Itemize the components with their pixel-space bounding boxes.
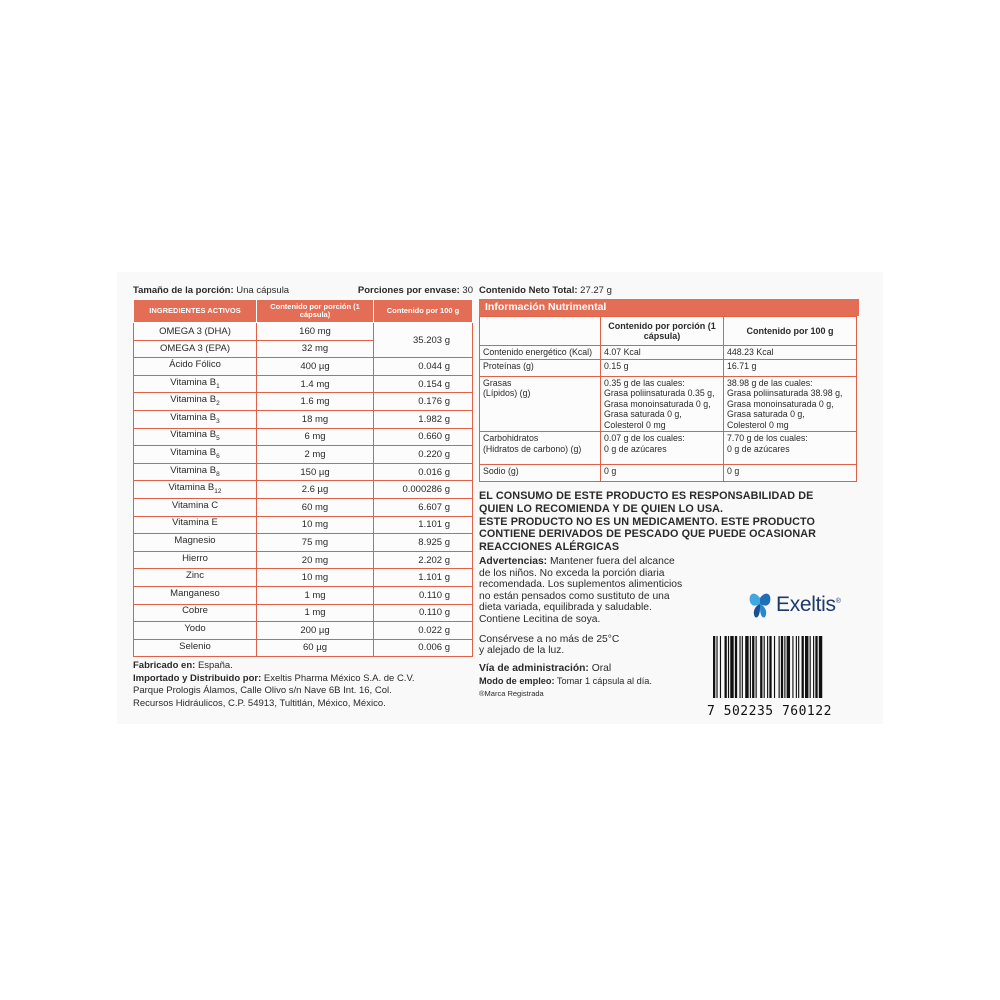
barcode-bars (713, 636, 859, 698)
ingredient-name (134, 428, 257, 446)
serving-line (133, 284, 473, 298)
product-label (117, 272, 883, 724)
ingredient-name (134, 481, 257, 499)
brand-mark: ® (835, 598, 841, 605)
ingredient-portion: 1 mg (257, 604, 374, 622)
barcode-bar (720, 636, 721, 698)
portions-value: 30 (462, 285, 473, 296)
barcode-bar (739, 636, 740, 698)
ingredient-portion: 200 µg (257, 622, 374, 640)
fats-per100-line: Grasa monoinsaturada 0 g, (727, 398, 834, 409)
made-in-value: España. (197, 660, 233, 672)
ingredient-per100: 1.101 g (374, 516, 473, 534)
barcode-bar (813, 636, 814, 698)
barcode-bar (779, 636, 780, 698)
table-row (480, 359, 857, 376)
serving-size-label: Tamaño de la porción: (133, 285, 234, 296)
table-row (134, 534, 473, 552)
ingredient-portion: 10 mg (257, 569, 374, 587)
table-row (480, 376, 857, 432)
ingredient-per100: 0.110 g (374, 604, 473, 622)
importer-line1: Exeltis Pharma México S.A. de C.V. (263, 672, 415, 684)
barcode-bar (796, 636, 797, 698)
table-row (134, 639, 473, 657)
advertencias-line: no están pensados como sustituto de una (479, 590, 670, 602)
ingredient-per100: 0.006 g (374, 639, 473, 657)
ingredient-per100: 0.176 g (374, 393, 473, 411)
barcode-bar (750, 636, 751, 698)
barcode-bar (787, 636, 790, 698)
ingredient-name-text: Vitamina B (170, 376, 217, 388)
ingredient-per100: 0.110 g (374, 586, 473, 604)
warning-line: EL CONSUMO DE ESTE PRODUCTO ES RESPONSABILIDAD DE (479, 490, 814, 502)
ingredient-name (134, 358, 257, 376)
ingredient-name: OMEGA 3 (EPA) (134, 340, 257, 358)
barcode-bar (730, 636, 733, 698)
warning-line: CONTIENE DERIVADOS DE PESCADO QUE PUEDE OCASIONAR (479, 528, 817, 541)
barcode-bar (742, 636, 743, 698)
net-content-label: Contenido Neto Total: (479, 285, 578, 296)
ingredient-subscript: 3 (216, 417, 220, 425)
ingredient-per100: 0.220 g (374, 446, 473, 464)
table-row (134, 516, 473, 534)
barcode-bar (764, 636, 765, 698)
fats-per100 (724, 376, 857, 432)
fats-per100-line: 38.98 g de las cuales: (727, 377, 813, 388)
energy-portion: 4.07 Kcal (601, 346, 724, 360)
ingredient-portion: 10 mg (257, 516, 374, 534)
warning-line: ESTE PRODUCTO NO ES UN MEDICAMENTO. ESTE PRODUCTO (479, 515, 816, 528)
fats-label-line2: (Lípidos) (g) (483, 388, 531, 398)
ingredient-name-text: Zinc (186, 570, 204, 582)
barcode-bar (752, 636, 754, 698)
ingredient-name-text: Yodo (184, 622, 206, 634)
advertencias-line: de los niños. No exceda la porción diaria (479, 567, 665, 579)
sodium-label: Sodio (g) (480, 465, 601, 482)
ingredient-name-text: Vitamina B (170, 464, 217, 476)
ingredient-per100: 0.154 g (374, 375, 473, 393)
barcode-bar (810, 636, 811, 698)
energy-per100: 448.23 Kcal (724, 346, 857, 360)
carbs-portion (601, 432, 724, 465)
barcode-bar (728, 636, 729, 698)
ingredient-subscript: 8 (216, 470, 220, 478)
warning-line: QUIEN LO RECOMIENDA Y DE QUIEN LO USA. (479, 502, 724, 515)
responsibility-warning (479, 490, 851, 554)
ingredient-portion: 18 mg (257, 410, 374, 428)
ingredient-portion: 1.6 mg (257, 393, 374, 411)
ingredient-name (134, 516, 257, 534)
ingredient-name-text: Manganeso (170, 587, 220, 599)
fats-portion (601, 376, 724, 432)
ingredient-name-text: Hierro (182, 552, 208, 564)
table-row (134, 410, 473, 428)
importer-line3: Recursos Hidráulicos, C.P. 54913, Tultitlán, México, México. (133, 698, 386, 710)
barcode-bar (781, 636, 783, 698)
made-in-label: Fabricado en: (133, 660, 196, 672)
table-row (134, 586, 473, 604)
header-portion: Contenido por porción (1 cápsula) (257, 300, 374, 323)
carbs-portion-line: 0 g de azúcares (604, 443, 667, 454)
sodium-per100: 0 g (724, 465, 857, 482)
fats-per100-line: Grasa saturada 0 g, (727, 409, 805, 419)
nutrition-header-blank (480, 317, 601, 346)
advertencias-line: recomendada. Los suplementos alimenticios (479, 579, 683, 591)
left-panel (133, 284, 473, 711)
conservation-line: Consérvese a no más de 25°C (479, 633, 620, 645)
header-ingredients: INGREDIENTES ACTIVOS (134, 300, 257, 323)
barcode-bar (819, 636, 822, 698)
table-row (134, 375, 473, 393)
warning-line: REACCIONES ALÉRGICAS (479, 541, 620, 554)
ingredient-per100: 0.000286 g (374, 481, 473, 499)
ingredient-name-text: Magnesio (174, 534, 216, 546)
barcode-bar (784, 636, 785, 698)
net-content-value: 27.27 g (580, 285, 612, 296)
nutrition-header-row (480, 317, 857, 346)
table-row (134, 428, 473, 446)
barcode-bar (756, 636, 757, 698)
protein-portion: 0.15 g (601, 359, 724, 376)
carbs-portion-line: 0.07 g de los cuales: (604, 433, 685, 443)
barcode-bar (798, 636, 799, 698)
table-row (134, 323, 473, 341)
ingredient-per100: 0.016 g (374, 463, 473, 481)
ingredient-portion: 20 mg (257, 551, 374, 569)
ingredient-portion: 1.4 mg (257, 375, 374, 393)
ingredient-name-text: Vitamina C (171, 499, 219, 511)
barcode-bar (802, 636, 804, 698)
barcode-bar (760, 636, 762, 698)
ingredient-portion: 1 mg (257, 586, 374, 604)
advertencias-first: Mantener fuera del alcance (547, 555, 675, 567)
ingredient-name (134, 375, 257, 393)
butterfly-icon (748, 590, 772, 620)
table-row (134, 622, 473, 640)
table-row (134, 393, 473, 411)
usage-label: Modo de empleo: (479, 675, 555, 686)
ingredient-name-text: Vitamina B (170, 447, 217, 458)
ingredient-name (134, 534, 257, 552)
ingredient-name-text: Vitamina E (172, 517, 218, 529)
ingredient-name-text: Vitamina B (170, 394, 217, 406)
ingredient-portion: 75 mg (257, 534, 374, 552)
ingredient-name-text: Ácido Fólico (169, 359, 221, 371)
table-row (134, 569, 473, 587)
ingredient-per100: 0.044 g (374, 358, 473, 376)
barcode-bar (745, 636, 748, 698)
ingredient-portion: 150 µg (257, 463, 374, 481)
conservation (479, 634, 719, 657)
ingredient-portion: 60 µg (257, 639, 374, 657)
ingredient-subscript: 6 (216, 452, 220, 460)
admin-value: Oral (588, 662, 612, 674)
ingredient-name: OMEGA 3 (DHA) (134, 323, 257, 341)
ingredient-portion: 32 mg (257, 340, 374, 358)
serving-size-value: Una cápsula (236, 285, 290, 296)
carbs-per100 (724, 432, 857, 465)
barcode-bar (725, 636, 727, 698)
brand-name (776, 593, 841, 617)
net-content (479, 284, 859, 298)
importer-line2: Parque Prologis Álamos, Calle Olivo s/n Nave 6B Int. 16, Col. (133, 685, 392, 697)
ingredients-body (134, 323, 473, 657)
ingredient-per100: 35.203 g (374, 323, 473, 358)
ingredient-per100: 8.925 g (374, 534, 473, 552)
barcode-bar (792, 636, 793, 698)
ingredient-name (134, 604, 257, 622)
admin-label: Vía de administración: (479, 662, 589, 674)
table-row (480, 432, 857, 465)
advertencias-label: Advertencias: (479, 555, 548, 567)
ingredient-name-text: Vitamina B (170, 429, 217, 441)
right-panel (479, 284, 859, 719)
table-row (480, 346, 857, 360)
table-row (480, 465, 857, 482)
ingredient-name (134, 463, 257, 481)
fats-per100-line: Colesterol 0 mg (727, 419, 789, 430)
ingredient-name (134, 551, 257, 569)
ingredient-subscript: 12 (214, 488, 222, 496)
usage-value: Tomar 1 cápsula al día. (554, 675, 652, 686)
ingredient-portion: 160 mg (257, 323, 374, 341)
protein-label: Proteínas (g) (480, 359, 601, 376)
barcode (707, 636, 861, 718)
ingredient-name-text: Vitamina B (170, 411, 217, 423)
ingredient-name (134, 639, 257, 657)
barcode-bar (805, 636, 808, 698)
barcode-bar (767, 636, 768, 698)
brand-name-text: Exeltis (776, 593, 836, 616)
nutrition-header-per100: Contenido por 100 g (724, 317, 857, 346)
fats-label (480, 376, 601, 432)
table-row (134, 551, 473, 569)
header-per100: Contenido por 100 g (374, 300, 473, 323)
fats-label-line1: Grasas (483, 377, 512, 388)
table-row (134, 358, 473, 376)
ingredient-per100: 0.660 g (374, 428, 473, 446)
barcode-number: 7 502235 760122 (707, 704, 832, 719)
nutrition-header-portion: Contenido por porción (1 cápsula) (601, 317, 724, 346)
ingredient-subscript: 2 (216, 400, 220, 408)
barcode-bar (774, 636, 775, 698)
importer (133, 673, 473, 686)
ingredient-name (134, 393, 257, 411)
carbs-label (480, 432, 601, 465)
fats-portion-line: Grasa monoinsaturada 0 g, (604, 398, 711, 409)
ingredient-name (134, 410, 257, 428)
portions-per-pack (358, 284, 473, 298)
ingredient-name (134, 498, 257, 516)
brand-logo (748, 590, 841, 620)
fats-portion-line: Grasa poliinsaturada 0.35 g, (604, 388, 715, 398)
carbs-per100-line: 0 g de azúcares (727, 443, 790, 454)
nutrition-table (479, 316, 857, 482)
ingredient-per100: 6.607 g (374, 498, 473, 516)
advertencias-line: dieta variada, equilibrada y saludable. (479, 602, 652, 614)
ingredient-per100: 1.982 g (374, 410, 473, 428)
ingredient-subscript: 1 (216, 382, 220, 390)
barcode-bar (735, 636, 737, 698)
manufacturer-info (133, 660, 473, 710)
serving-size (133, 284, 289, 298)
ingredient-portion: 2.6 µg (257, 481, 374, 499)
carbs-label-line2: (Hidratos de carbono) (g) (483, 443, 582, 454)
barcode-bar (713, 636, 715, 698)
fats-portion-line: Colesterol 0 mg (604, 419, 666, 430)
ingredient-name (134, 622, 257, 640)
table-row (134, 498, 473, 516)
table-row (134, 481, 473, 499)
barcode-bar (815, 636, 817, 698)
carbs-label-line1: Carbohidratos (483, 433, 539, 443)
protein-per100: 16.71 g (724, 359, 857, 376)
ingredient-name-text: Cobre (182, 605, 208, 617)
fats-portion-line: Grasa saturada 0 g, (604, 409, 682, 419)
fats-per100-line: Grasa poliinsaturada 38.98 g, (727, 388, 843, 398)
ingredient-per100: 0.022 g (374, 622, 473, 640)
ingredients-header-row (134, 300, 473, 323)
ingredient-name (134, 569, 257, 587)
table-row (134, 446, 473, 464)
ingredients-table (133, 299, 473, 657)
table-row (134, 604, 473, 622)
ingredient-per100: 1.101 g (374, 569, 473, 587)
ingredient-subscript: 5 (216, 435, 220, 443)
ingredient-name-text: Vitamina B (168, 482, 215, 494)
ingredient-name-text: Selenio (179, 640, 211, 652)
energy-label: Contenido energético (Kcal) (480, 346, 601, 360)
ingredient-per100: 2.202 g (374, 551, 473, 569)
portions-label: Porciones por envase: (357, 285, 460, 296)
fats-portion-line: 0.35 g de las cuales: (604, 377, 685, 388)
advertencias-line: Contiene Lecitina de soya. (479, 613, 601, 625)
nutrition-title: Información Nutrimental (479, 299, 859, 316)
table-row (134, 463, 473, 481)
trademark-note: ®Marca Registrada (479, 688, 544, 698)
made-in (133, 660, 473, 673)
ingredient-portion: 2 mg (257, 446, 374, 464)
barcode-bar (769, 636, 771, 698)
barcode-bar (716, 636, 717, 698)
importer-label: Importado y Distribuido por: (133, 672, 262, 684)
carbs-per100-line: 7.70 g de los cuales: (727, 433, 808, 443)
advertencias (479, 556, 729, 626)
ingredient-portion: 6 mg (257, 428, 374, 446)
conservation-line: y alejado de la luz. (479, 645, 565, 657)
ingredient-portion: 60 mg (257, 498, 374, 516)
ingredient-name (134, 586, 257, 604)
ingredient-name (134, 446, 257, 464)
ingredient-portion: 400 µg (257, 358, 374, 376)
sodium-portion: 0 g (601, 465, 724, 482)
